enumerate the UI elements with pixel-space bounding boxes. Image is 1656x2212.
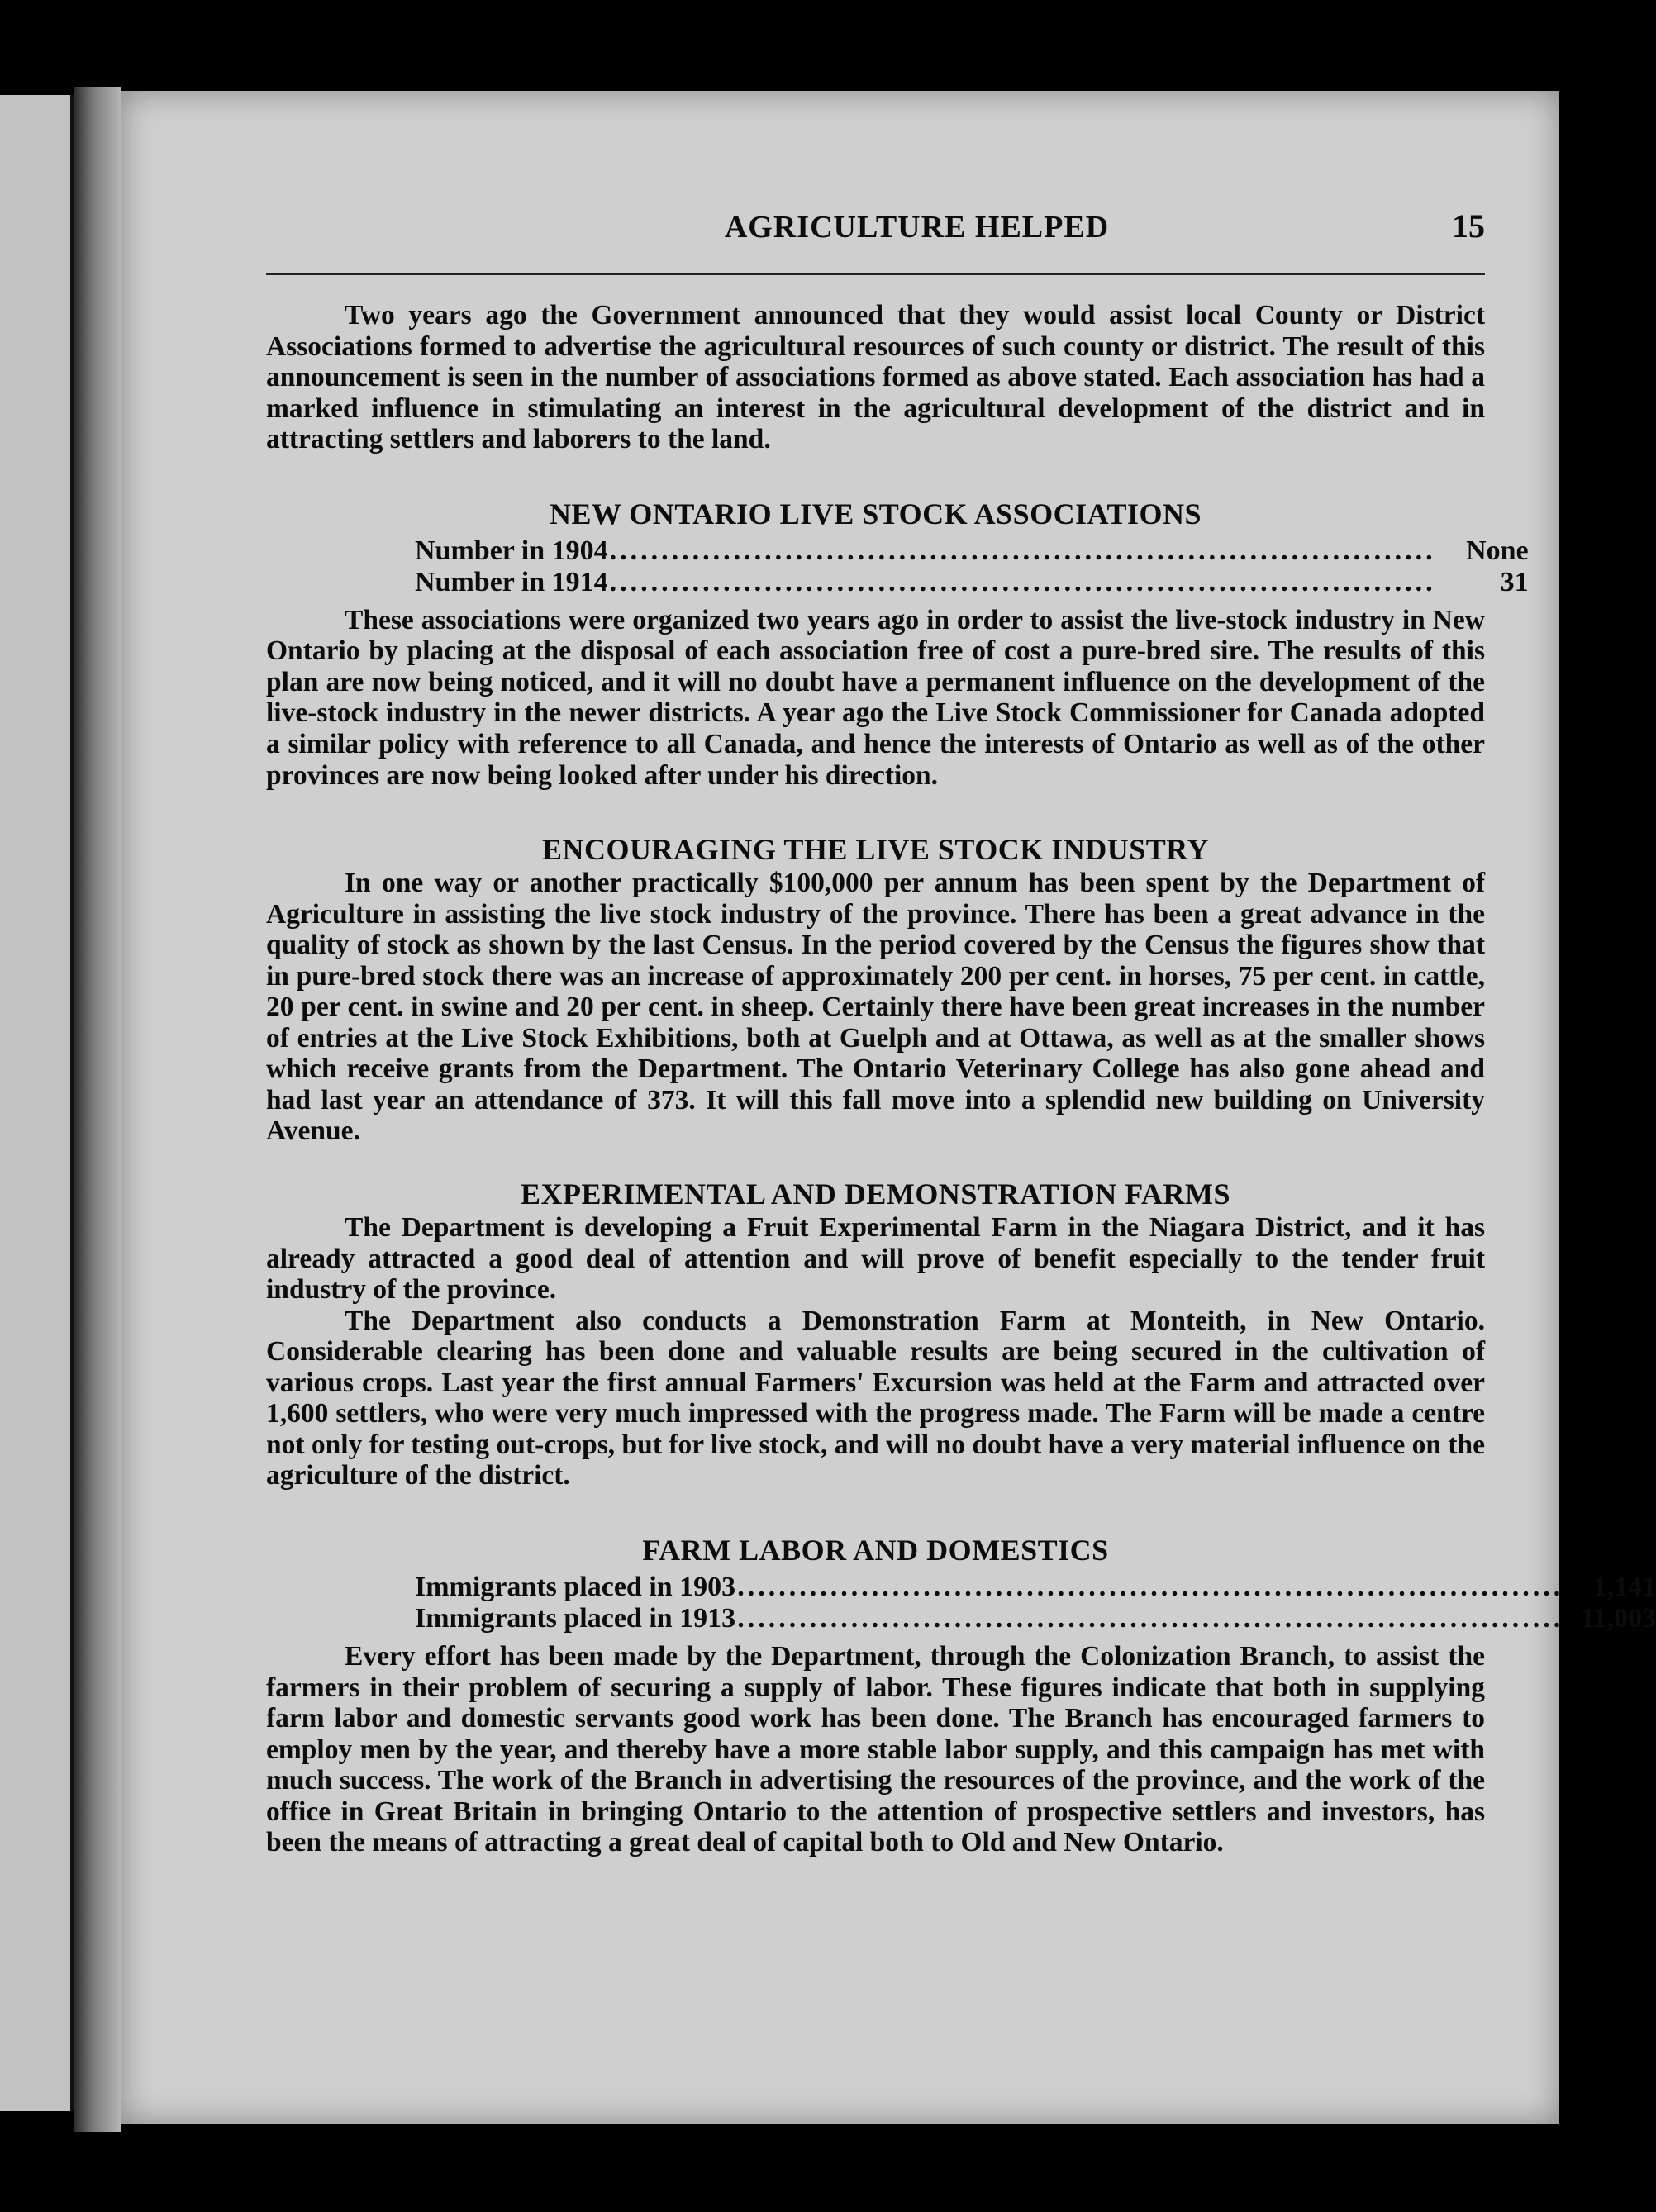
table-row <box>415 566 1529 598</box>
table-row <box>415 1602 1656 1634</box>
farms-paragraph-1: The Department is developing a Fruit Experimental Farm in the Niagara District, and it has already attracted a good deal of attention and will prove of benefit especially to the tender fruit industry of the province. <box>266 1212 1485 1306</box>
table-row <box>415 535 1529 567</box>
dot-leader: ................................................................................ <box>609 566 1436 597</box>
page-number: 15 <box>1452 207 1485 245</box>
row-value: 31 <box>1500 566 1529 597</box>
dot-leader: ................................................................................ <box>737 1571 1564 1602</box>
book-page <box>121 91 1656 2124</box>
running-header <box>266 207 1485 275</box>
row-value: 1,141 <box>1592 1571 1656 1602</box>
row-label: Number in 1914 <box>415 566 608 597</box>
row-label: Number in 1904 <box>415 535 608 566</box>
running-title: AGRICULTURE HELPED <box>724 210 1110 245</box>
row-value: None <box>1466 535 1529 566</box>
section-heading-farms: EXPERIMENTAL AND DEMONSTRATION FARMS <box>520 1177 1231 1211</box>
row-label: Immigrants placed in 1903 <box>415 1571 736 1602</box>
row-label: Immigrants placed in 1913 <box>415 1602 736 1634</box>
section-heading-farm-labor: FARM LABOR AND DOMESTICS <box>642 1533 1109 1567</box>
dot-leader: ................................................................................ <box>737 1602 1564 1634</box>
section-heading-live-stock-industry: ENCOURAGING THE LIVE STOCK INDUSTRY <box>541 833 1210 867</box>
associations-count-table <box>415 535 1529 598</box>
page-gutter <box>74 87 121 2132</box>
intro-paragraph: Two years ago the Government announced that they would assist local County or District Associations formed to advertise the agricultural resources of such county or district. The result of this announcement is seen in the number of associations formed as above stated. Each association has had a marked influence in stimulating an interest in the agricultural development of the district and in attracting settlers and laborers to the land. <box>266 300 1485 455</box>
farms-paragraph-2: The Department also conducts a Demonstration Farm at Monteith, in New Ontario. Considerable clearing has been done and valuable results are being secured in the cultivation of various crops. Last year the first annual Farmers' Excursion was held at the Farm and attracted over 1,600 settlers, who were very much impressed with the progress made. The Farm will be made a centre not only for testing out-crops, but for live stock, and will no doubt have a very material influence on the agriculture of the district. <box>266 1305 1485 1491</box>
row-value: 11,003 <box>1580 1602 1656 1634</box>
live-stock-industry-paragraph: In one way or another practically $100,000 per annum has been spent by the Department of Agriculture in assisting the live stock industry of the province. There has been a great advance in the quality of stock as shown by the last Census. In the period covered by the Census the figures show that in pure-bred stock there was an increase of approximately 200 per cent. in horses, 75 per cent. in cattle, 20 per cent. in swine and 20 per cent. in sheep. Certainly there have been great increases in the number of entries at the Live Stock Exhibitions, both at Guelph and at Ottawa, as well as at the smaller shows which receive grants from the Department. The Ontario Veterinary College has also gone ahead and had last year an attendance of 373. It will this fall move into a splendid new building on University Avenue. <box>266 868 1485 1147</box>
section-heading-live-stock-associations: NEW ONTARIO LIVE STOCK ASSOCIATIONS <box>549 497 1202 530</box>
adjacent-page-edge <box>0 95 74 2111</box>
immigrants-table <box>415 1571 1656 1634</box>
live-stock-associations-paragraph: These associations were organized two years ago in order to assist the live-stock industry in New Ontario by placing at the disposal of each association free of cost a pure-bred sire. The results of this plan are now being noticed, and it will no doubt have a permanent influence on the development of the live-stock industry in the newer districts. A year ago the Live Stock Commissioner for Canada adopted a similar policy with reference to all Canada, and hence the interests of Ontario as well as of the other provinces are now being looked after under his direction. <box>266 604 1485 791</box>
page-content <box>266 207 1656 1858</box>
table-row <box>415 1571 1656 1603</box>
dot-leader: ................................................................................ <box>609 535 1436 566</box>
farm-labor-paragraph: Every effort has been made by the Department, through the Colonization Branch, to assist the farmers in their problem of securing a supply of labor. These figures indicate that both in supplying farm labor and domestic servants good work has been done. The Branch has encouraged farmers to employ men by the year, and thereby have a more stable labor supply, and this campaign has met with much success. The work of the Branch in advertising the resources of the province, and the work of the office in Great Britain in bringing Ontario to the attention of prospective settlers and investors, has been the means of attracting a great deal of capital both to Old and New Ontario. <box>266 1641 1485 1858</box>
